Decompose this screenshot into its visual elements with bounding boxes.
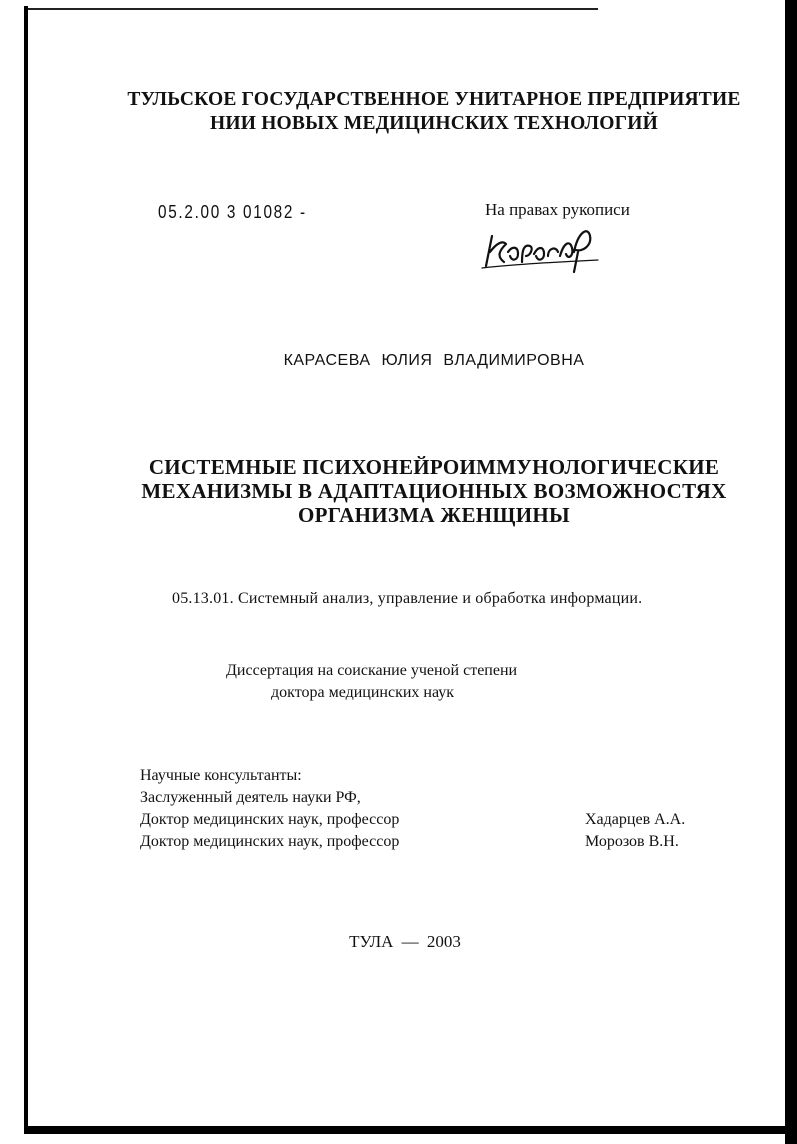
scan-border-left: [24, 6, 28, 1126]
dissertation-title: [0, 455, 797, 527]
degree-statement: [226, 660, 517, 704]
consultant-title-1: Заслуженный деятель науки РФ,: [140, 789, 361, 806]
scan-border-top: [28, 8, 598, 10]
consultants-heading: Научные консультанты:: [140, 767, 302, 784]
organization-line-2: НИИ НОВЫХ МЕДИЦИНСКИХ ТЕХНОЛОГИЙ: [210, 113, 658, 134]
organization-header: [0, 88, 797, 136]
degree-line-2: доктора медицинских наук: [271, 684, 455, 701]
title-line-3: ОРГАНИЗМА ЖЕНЩИНЫ: [298, 503, 570, 527]
rights-note: На правах рукописи: [485, 200, 630, 219]
city-year: ТУЛА — 2003: [349, 932, 461, 951]
catalog-code: 05.2.00 3 01082 -: [158, 202, 307, 222]
consultant-name-1: Хадарцев А.А.: [585, 811, 686, 828]
degree-line-1: Диссертация на соискание ученой степени: [226, 662, 518, 679]
scan-border-bottom: [24, 1126, 797, 1134]
specialty-code: 05.13.01. Системный анализ, управление и обработка информации.: [172, 590, 643, 607]
consultant-names: [585, 809, 685, 853]
consultants-block: [140, 765, 399, 853]
consultant-name-2: Морозов В.Н.: [585, 833, 679, 850]
author-signature: [478, 222, 608, 278]
scan-border-right: [785, 0, 797, 1144]
signature-image: [478, 222, 608, 278]
organization-line-1: ТУЛЬСКОЕ ГОСУДАРСТВЕННОЕ УНИТАРНОЕ ПРЕДПРИЯТИЕ: [127, 89, 741, 110]
title-line-2: МЕХАНИЗМЫ В АДАПТАЦИОННЫХ ВОЗМОЖНОСТЯХ: [141, 479, 727, 503]
consultant-title-3: Доктор медицинских наук, профессор: [140, 833, 400, 850]
title-line-1: СИСТЕМНЫЕ ПСИХОНЕЙРОИММУНОЛОГИЧЕСКИЕ: [148, 455, 720, 479]
consultant-title-2: Доктор медицинских наук, профессор: [140, 811, 400, 828]
author-name: КАРАСЕВА ЮЛИЯ ВЛАДИМИРОВНА: [283, 352, 585, 369]
